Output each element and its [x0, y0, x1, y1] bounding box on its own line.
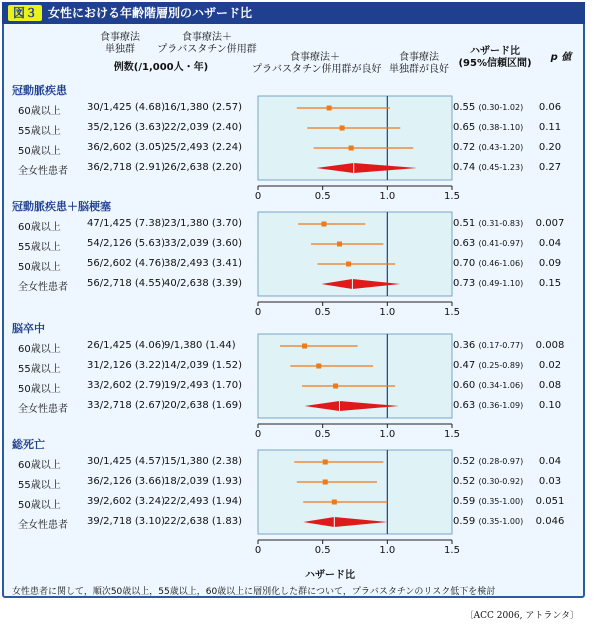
cell-diet-plus: 16/1,380 (2.57) [164, 102, 242, 113]
x-tick-label: 1.0 [379, 307, 396, 318]
cell-diet-only: 56/2,602 (4.76) [87, 258, 165, 269]
figure-title: 女性における年齢階層別のハザード比 [48, 6, 253, 20]
cell-hazard-ratio: 0.52 (0.28-0.97) [453, 456, 524, 467]
cell-hazard-ratio: 0.63 (0.41-0.97) [453, 238, 524, 249]
cell-confidence-interval: (0.41-0.97) [478, 239, 524, 248]
cell-diet-only: 39/2,718 (3.10) [87, 516, 165, 527]
cell-confidence-interval: (0.46-1.06) [478, 259, 524, 268]
row-label: 50歳以上 [18, 384, 61, 395]
cell-diet-plus: 22/2,638 (1.83) [164, 516, 242, 527]
cell-diet-only: 36/2,602 (3.05) [87, 142, 165, 153]
cell-confidence-interval: (0.31-0.83) [478, 219, 524, 228]
cell-p-value: 0.09 [538, 258, 562, 269]
row-label: 55歳以上 [18, 480, 61, 491]
cell-confidence-interval: (0.30-1.02) [478, 103, 524, 112]
row-label: 50歳以上 [18, 146, 61, 157]
cell-confidence-interval: (0.34-1.06) [478, 381, 524, 390]
x-tick-label: 0.5 [314, 191, 331, 202]
x-tick-label: 1.5 [444, 429, 460, 440]
cell-confidence-interval: (0.38-1.10) [478, 123, 524, 132]
cell-confidence-interval: (0.30-0.92) [478, 477, 524, 486]
cell-p-value: 0.046 [535, 516, 565, 527]
x-tick-label: 0 [254, 191, 262, 202]
cell-hazard-ratio: 0.59 (0.35-1.00) [453, 516, 524, 527]
cell-confidence-interval: (0.17-0.77) [478, 341, 524, 350]
row-label: 50歳以上 [18, 500, 61, 511]
cell-diet-only: 47/1,425 (7.38) [87, 218, 165, 229]
x-tick-label: 1.5 [444, 191, 460, 202]
header-diet-only: 食事療法 単独群 [100, 32, 140, 55]
cell-confidence-interval: (0.45-1.23) [478, 163, 524, 172]
cell-p-value: 0.02 [538, 360, 562, 371]
cell-confidence-interval: (0.35-1.00) [478, 497, 524, 506]
x-tick-label: 0 [254, 545, 262, 556]
footnote: 女性患者に関して，順次50歳以上，55歳以上，60歳以上に層別化した群について，プラバスタチンのリスク低下を検討 [12, 587, 496, 597]
header-diet-plus: 食事療法＋ プラバスタチン併用群 [157, 32, 257, 55]
figure-badge: 図３ [8, 5, 42, 21]
cell-diet-only: 39/2,602 (3.24) [87, 496, 165, 507]
x-tick-label: 0 [254, 429, 262, 440]
row-label: 60歳以上 [18, 344, 61, 355]
cell-confidence-interval: (0.49-1.10) [478, 279, 524, 288]
cell-diet-plus: 15/1,380 (2.38) [164, 456, 242, 467]
cell-diet-plus: 33/2,039 (3.60) [164, 238, 242, 249]
row-label: 60歳以上 [18, 222, 61, 233]
header-favors-diet: 食事療法 単独群が良好 [389, 52, 449, 75]
x-tick-label: 1.5 [444, 545, 460, 556]
cell-p-value: 0.10 [538, 400, 562, 411]
cell-diet-only: 36/2,126 (3.66) [87, 476, 165, 487]
x-tick-label: 1.0 [379, 429, 396, 440]
cell-p-value: 0.20 [538, 142, 562, 153]
cell-hazard-ratio: 0.55 (0.30-1.02) [453, 102, 524, 113]
cell-hazard-ratio: 0.52 (0.30-0.92) [453, 476, 524, 487]
cell-diet-plus: 23/1,380 (3.70) [164, 218, 242, 229]
panel-title: 脳卒中 [12, 322, 45, 335]
row-label: 60歳以上 [18, 106, 61, 117]
cell-p-value: 0.08 [538, 380, 562, 391]
cell-confidence-interval: (0.25-0.89) [478, 361, 524, 370]
cell-hazard-ratio: 0.63 (0.36-1.09) [453, 400, 524, 411]
cell-hazard-ratio: 0.65 (0.38-1.10) [453, 122, 524, 133]
cell-diet-plus: 22/2,039 (2.40) [164, 122, 242, 133]
cell-p-value: 0.15 [538, 278, 562, 289]
cell-diet-plus: 20/2,638 (1.69) [164, 400, 242, 411]
cell-diet-plus: 9/1,380 (1.44) [164, 340, 236, 351]
panel-title: 総死亡 [12, 438, 45, 451]
cell-diet-only: 35/2,126 (3.63) [87, 122, 165, 133]
figure-frame [2, 2, 585, 598]
cell-hazard-ratio: 0.73 (0.49-1.10) [453, 278, 524, 289]
cell-diet-only: 33/2,718 (2.67) [87, 400, 165, 411]
cell-diet-plus: 14/2,039 (1.52) [164, 360, 242, 371]
row-label: 55歳以上 [18, 364, 61, 375]
header-p-value: p 値 [550, 52, 572, 63]
cell-diet-only: 54/2,126 (5.63) [87, 238, 165, 249]
cell-confidence-interval: (0.43-1.20) [478, 143, 524, 152]
x-tick-label: 1.0 [379, 191, 396, 202]
cell-diet-plus: 38/2,493 (3.41) [164, 258, 242, 269]
cell-diet-only: 31/2,126 (3.22) [87, 360, 165, 371]
x-tick-label: 0.5 [314, 429, 331, 440]
cell-p-value: 0.04 [538, 456, 562, 467]
cell-p-value: 0.27 [538, 162, 562, 173]
cell-p-value: 0.03 [538, 476, 562, 487]
cell-diet-only: 33/2,602 (2.79) [87, 380, 165, 391]
panel-title: 冠動脈疾患 [12, 84, 67, 97]
row-label: 60歳以上 [18, 460, 61, 471]
x-tick-label: 0.5 [314, 307, 331, 318]
cell-diet-plus: 25/2,493 (2.24) [164, 142, 242, 153]
header-hazard-ratio: ハザード比 (95%信頼区間) [458, 46, 532, 69]
source-citation: 〔ACC 2006, アトランタ〕 [464, 611, 579, 621]
cell-hazard-ratio: 0.59 (0.35-1.00) [453, 496, 524, 507]
cell-p-value: 0.008 [535, 340, 565, 351]
cell-hazard-ratio: 0.72 (0.43-1.20) [453, 142, 524, 153]
cell-confidence-interval: (0.35-1.00) [478, 517, 524, 526]
cell-p-value: 0.11 [538, 122, 562, 133]
cell-confidence-interval: (0.28-0.97) [478, 457, 524, 466]
cell-hazard-ratio: 0.36 (0.17-0.77) [453, 340, 524, 351]
x-tick-label: 1.0 [379, 545, 396, 556]
cell-p-value: 0.007 [535, 218, 565, 229]
cell-diet-only: 36/2,718 (2.91) [87, 162, 165, 173]
row-label: 全女性患者 [18, 166, 68, 177]
cell-hazard-ratio: 0.74 (0.45-1.23) [453, 162, 524, 173]
row-label: 全女性患者 [18, 404, 68, 415]
cell-diet-plus: 22/2,493 (1.94) [164, 496, 242, 507]
cell-p-value: 0.04 [538, 238, 562, 249]
cell-diet-only: 26/1,425 (4.06) [87, 340, 165, 351]
cell-diet-only: 56/2,718 (4.55) [87, 278, 165, 289]
cell-diet-plus: 18/2,039 (1.93) [164, 476, 242, 487]
cell-hazard-ratio: 0.70 (0.46-1.06) [453, 258, 524, 269]
header-favors-plus: 食事療法＋ プラバスタチン併用群が良好 [252, 52, 382, 75]
x-tick-label: 1.5 [444, 307, 460, 318]
cell-hazard-ratio: 0.47 (0.25-0.89) [453, 360, 524, 371]
cell-confidence-interval: (0.36-1.09) [478, 401, 524, 410]
cell-p-value: 0.051 [535, 496, 565, 507]
cell-hazard-ratio: 0.60 (0.34-1.06) [453, 380, 524, 391]
x-tick-label: 0 [254, 307, 262, 318]
cell-diet-plus: 19/2,493 (1.70) [164, 380, 242, 391]
row-label: 55歳以上 [18, 242, 61, 253]
cell-hazard-ratio: 0.51 (0.31-0.83) [453, 218, 524, 229]
cell-p-value: 0.06 [538, 102, 562, 113]
row-label: 50歳以上 [18, 262, 61, 273]
row-label: 55歳以上 [18, 126, 61, 137]
cell-diet-only: 30/1,425 (4.57) [87, 456, 165, 467]
cell-diet-only: 30/1,425 (4.68) [87, 102, 165, 113]
x-tick-label: 0.5 [314, 545, 331, 556]
row-label: 全女性患者 [18, 282, 68, 293]
row-label: 全女性患者 [18, 520, 68, 531]
x-axis-label: ハザード比 [305, 570, 355, 581]
header-events-unit: 例数(/1,000人・年) [113, 62, 209, 73]
panel-title: 冠動脈疾患＋脳梗塞 [12, 200, 111, 213]
cell-diet-plus: 26/2,638 (2.20) [164, 162, 242, 173]
cell-diet-plus: 40/2,638 (3.39) [164, 278, 242, 289]
